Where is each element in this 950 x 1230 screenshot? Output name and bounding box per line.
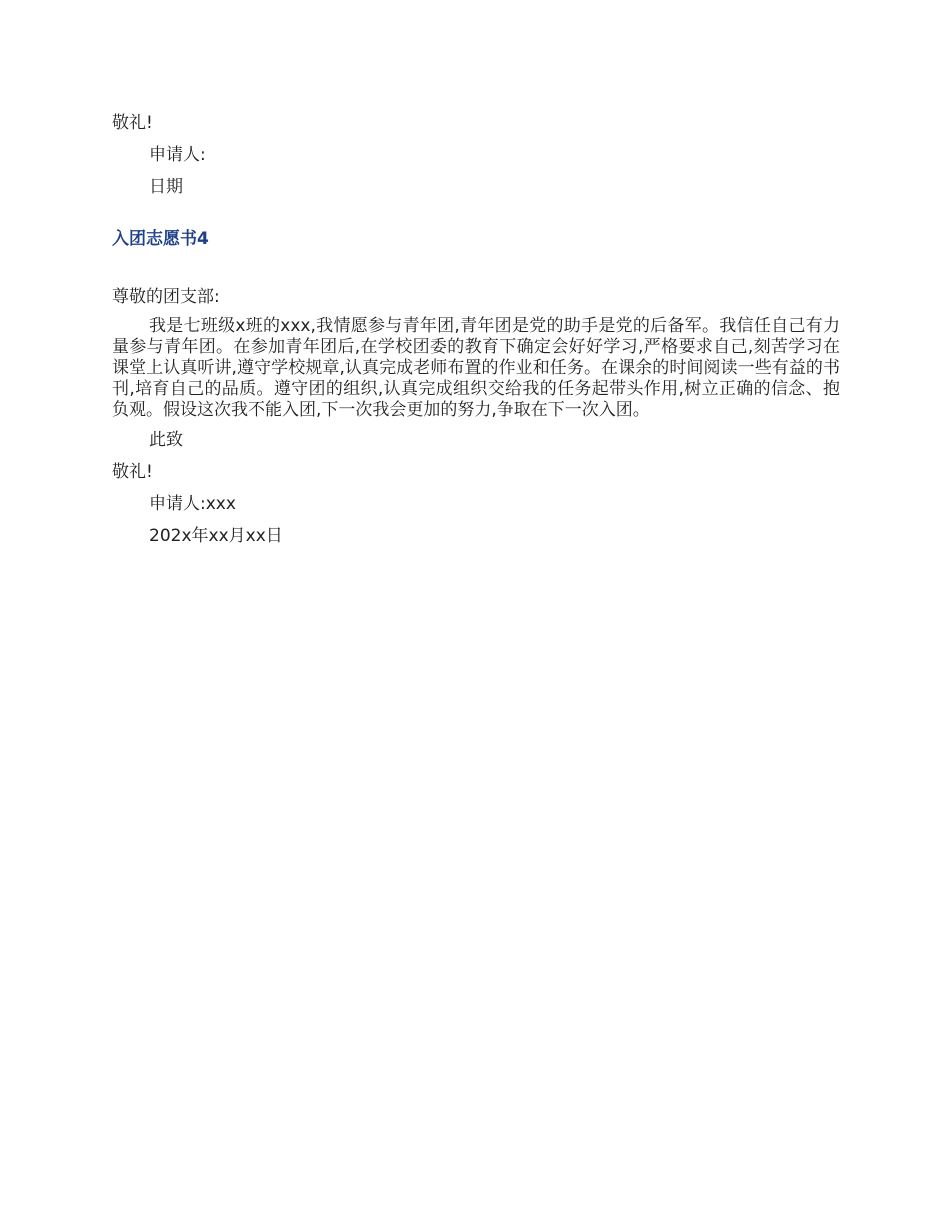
section-title: 入团志愿书4 [112, 229, 209, 249]
closing-phrase: 此致 [149, 430, 183, 450]
closing: 敬礼! [112, 462, 153, 482]
top-date-label: 日期 [149, 177, 183, 197]
salutation: 尊敬的团支部: [112, 287, 220, 307]
top-closing: 敬礼! [112, 113, 153, 133]
top-applicant-label: 申请人: [149, 145, 206, 165]
date-line: 202x年xx月xx日 [149, 526, 283, 546]
applicant-line: 申请人:xxx [149, 494, 236, 514]
body-paragraph: 我是七班级x班的xxx,我情愿参与青年团,青年团是党的助手是党的后备军。我信任自己有力量参与青年团。在参加青年团后,在学校团委的教育下确定会好好学习,严格要求自己,刻苦学习在课堂上认真听讲,遵守学校规章,认真完成老师布置的作业和任务。在课余的时间阅读一些有益的书刊,培育自己的品质。遵守团的组织,认真完成组织交给我的任务起带头作用,树立正确的信念、抱负观。假设这次我不能入团,下一次我会更加的努力,争取在下一次入团。 [112, 316, 840, 420]
document-body [112, 110, 840, 549]
